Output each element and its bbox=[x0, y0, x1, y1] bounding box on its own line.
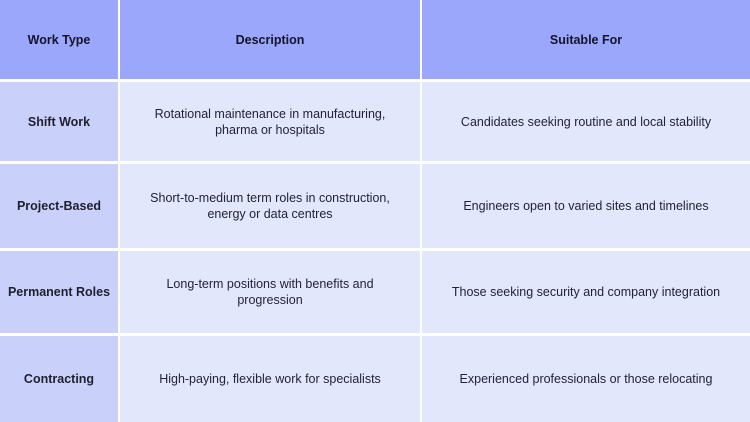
header-work-type: Work Type bbox=[0, 0, 118, 79]
row-suitable-shift-work: Candidates seeking routine and local stability bbox=[422, 82, 750, 161]
row-description-contracting: High-paying, flexible work for specialists bbox=[120, 336, 420, 422]
header-suitable-for: Suitable For bbox=[422, 0, 750, 79]
row-suitable-permanent-roles: Those seeking security and company integration bbox=[422, 251, 750, 333]
row-work-type-shift-work: Shift Work bbox=[0, 82, 118, 161]
row-work-type-contracting: Contracting bbox=[0, 336, 118, 422]
row-work-type-project-based: Project-Based bbox=[0, 164, 118, 248]
row-description-project-based: Short-to-medium term roles in construction, energy or data centres bbox=[120, 164, 420, 248]
header-description: Description bbox=[120, 0, 420, 79]
row-suitable-project-based: Engineers open to varied sites and timelines bbox=[422, 164, 750, 248]
row-description-shift-work: Rotational maintenance in manufacturing, pharma or hospitals bbox=[120, 82, 420, 161]
row-work-type-permanent-roles: Permanent Roles bbox=[0, 251, 118, 333]
row-description-permanent-roles: Long-term positions with benefits and progression bbox=[120, 251, 420, 333]
row-suitable-contracting: Experienced professionals or those relocating bbox=[422, 336, 750, 422]
